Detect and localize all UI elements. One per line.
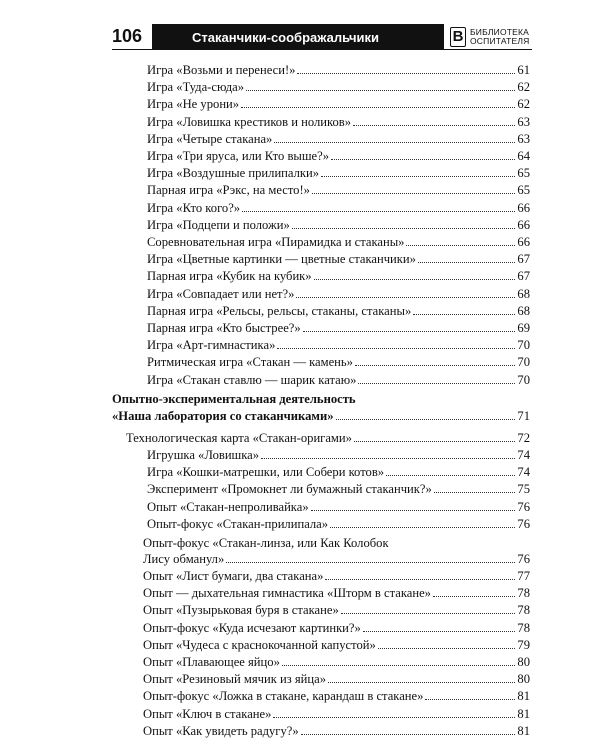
toc-entry-page: 77	[517, 569, 530, 583]
dot-leader	[296, 296, 515, 298]
dot-leader	[314, 278, 516, 280]
dot-leader	[226, 561, 515, 563]
toc-entry[interactable]	[143, 707, 530, 723]
toc-entry[interactable]	[143, 638, 530, 654]
dot-leader	[273, 716, 515, 718]
toc-entry-page: 72	[517, 431, 530, 445]
toc-entry-page: 61	[517, 63, 530, 77]
toc-entry-page: 68	[517, 303, 530, 318]
toc-entry-title: Опыт-фокус «Ложка в стакане, карандаш в стакане»	[143, 689, 424, 704]
toc-entry[interactable]	[147, 97, 530, 113]
page-header	[112, 24, 532, 50]
dot-leader	[358, 382, 515, 384]
toc-entry-title: Опыт «Пузырьковая буря в стакане»	[143, 603, 339, 618]
toc-entry[interactable]	[143, 672, 530, 688]
toc-entry-title: Опыт — дыхательная гимнастика «Шторм в стакане»	[143, 586, 431, 601]
toc-entry[interactable]	[126, 431, 530, 447]
toc-entry[interactable]	[147, 132, 530, 148]
toc-entry-title: Игра «Кто кого?»	[147, 200, 241, 215]
toc-entry-page: 78	[517, 620, 530, 635]
dot-leader	[353, 124, 515, 126]
toc-entry[interactable]	[147, 166, 530, 182]
toc-entry-title: Игрушка «Ловишка»	[147, 448, 260, 462]
toc-entry[interactable]	[147, 80, 530, 96]
toc-entry-title: Парная игра «Кубик на кубик»	[147, 269, 312, 284]
toc-entry[interactable]	[143, 586, 530, 602]
toc-entry[interactable]	[143, 621, 530, 637]
toc-entry-title: Парная игра «Кто быстрее?»	[147, 321, 301, 335]
logo-line-1: БИБЛИОТЕКА	[470, 26, 530, 37]
dot-leader	[303, 330, 516, 332]
toc-entry-title: Опыт-фокус «Куда исчезают картинки?»	[143, 620, 361, 635]
toc-entry-page: 69	[517, 321, 530, 335]
toc-entry-page: 81	[517, 706, 530, 721]
dot-leader	[418, 261, 515, 263]
toc-entry-page: 70	[517, 338, 530, 353]
toc-entry-title: Опыт «Чудеса с краснокочанной капустой»	[143, 637, 376, 652]
toc-entry-title: Игра «Совпадает или нет?»	[147, 286, 295, 301]
dot-leader	[328, 681, 515, 683]
toc-entry-page: 62	[517, 80, 530, 95]
toc-entry-title: Технологическая карта «Стакан-оригами»	[126, 431, 352, 445]
running-title: Стаканчики-соображальчики	[152, 24, 444, 50]
toc-entry-page: 71	[517, 409, 530, 423]
dot-leader	[241, 106, 515, 108]
toc-entry-page: 63	[517, 131, 530, 146]
toc-entry-title: Игра «Возьми и перенеси!»	[147, 63, 296, 77]
toc-entry-page: 70	[517, 355, 530, 370]
toc-entry-page: 68	[517, 286, 530, 301]
page-number: 106	[112, 24, 152, 50]
toc-entry-title: Игра «Кошки-матрешки, или Собери котов»	[147, 465, 385, 480]
series-logo	[444, 24, 532, 50]
toc-entry-title-line-2: Лису обманул»	[143, 552, 225, 566]
toc-entry-page: 67	[517, 269, 530, 284]
toc-entry[interactable]	[147, 448, 530, 464]
dot-leader	[330, 526, 515, 528]
toc-entry[interactable]	[147, 500, 530, 516]
toc-entry-page: 66	[517, 200, 530, 215]
toc-entry-title: Игра «Стакан ставлю — шарик катаю»	[147, 372, 357, 387]
toc-entry-page: 74	[517, 465, 530, 480]
toc-entry[interactable]	[143, 655, 530, 671]
toc-entry-page: 80	[517, 672, 530, 687]
toc-entry[interactable]	[147, 373, 530, 389]
dot-leader	[354, 440, 515, 442]
toc-entry-page: 78	[517, 586, 530, 601]
toc-entry-page: 66	[517, 235, 530, 249]
toc-entry[interactable]	[147, 482, 530, 498]
toc-entry-title: Игра «Три яруса, или Кто выше?»	[147, 149, 330, 163]
logo-line-2: ОСПИТАТЕЛЯ	[470, 35, 530, 46]
dot-leader	[413, 313, 515, 315]
section-heading-entry[interactable]	[112, 409, 530, 425]
dot-leader	[242, 210, 515, 212]
toc-entry-page: 65	[517, 166, 530, 181]
dot-leader	[246, 89, 515, 91]
toc-entry-page: 76	[517, 516, 530, 531]
dot-leader	[406, 244, 515, 246]
toc-entry-title: Игра «Туда-сюда»	[147, 80, 245, 95]
toc-entry-page: 79	[517, 637, 530, 652]
toc-entry[interactable]	[147, 218, 530, 234]
toc-entry-page: 76	[517, 552, 530, 566]
toc-entry[interactable]	[147, 517, 530, 533]
toc-entry-title: Опыт «Резиновый мячик из яйца»	[143, 672, 326, 687]
toc-entry-title: Игра «Арт-гимнастика»	[147, 338, 276, 353]
toc-entry-page: 66	[517, 217, 530, 232]
logo-text	[470, 28, 529, 46]
toc-entry-page: 81	[517, 723, 530, 738]
dot-leader	[312, 192, 515, 194]
toc-entry-title: Игра «Ловишка крестиков и ноликов»	[147, 114, 351, 129]
toc-entry-page: 76	[517, 499, 530, 514]
dot-leader	[433, 595, 515, 597]
toc-entry-title: Игра «Не урони»	[147, 97, 240, 112]
toc-entry-page: 80	[517, 655, 530, 669]
toc-entry[interactable]	[147, 304, 530, 320]
toc-entry-title: Эксперимент «Промокнет ли бумажный стаканчик?»	[147, 482, 432, 497]
toc-entry[interactable]	[143, 724, 530, 740]
toc-entry[interactable]	[147, 149, 530, 165]
toc-entry-title-line-1: Опыт-фокус «Стакан-линза, или Как Колобок	[143, 536, 389, 550]
dot-leader	[274, 141, 515, 143]
toc-entry-page: 65	[517, 183, 530, 198]
toc-entry[interactable]	[143, 689, 530, 705]
dot-leader	[336, 418, 516, 420]
dot-leader	[311, 509, 516, 511]
toc-entry-title: Опыт «Стакан-непроливайка»	[147, 499, 309, 514]
toc-entry-title: Парная игра «Рельсы, рельсы, стаканы, стаканы»	[147, 303, 412, 318]
dot-leader	[277, 347, 515, 349]
toc-entry[interactable]	[147, 287, 530, 303]
toc-entry[interactable]	[143, 552, 530, 568]
dot-leader	[378, 647, 516, 649]
toc-entry-page: 74	[517, 448, 530, 462]
dot-leader	[261, 457, 515, 459]
toc-entry[interactable]	[143, 569, 530, 585]
toc-entry-page: 81	[517, 689, 530, 704]
toc-entry-title: Опыт «Лист бумаги, два стакана»	[143, 569, 324, 583]
logo-letter: В	[450, 27, 466, 47]
dot-leader	[292, 227, 516, 229]
toc-entry-title: Опыт «Как увидеть радугу?»	[143, 723, 299, 738]
toc-entry-page: 63	[517, 114, 530, 129]
toc-entry-page: 64	[517, 149, 530, 163]
toc-entry-title: Игра «Воздушные прилипалки»	[147, 166, 320, 181]
toc-entry[interactable]	[147, 183, 530, 199]
toc-entry[interactable]	[147, 63, 530, 79]
toc-entry[interactable]	[147, 201, 530, 217]
toc-entry[interactable]	[147, 355, 530, 371]
dot-leader	[321, 175, 515, 177]
dot-leader	[297, 72, 515, 74]
toc-entry-page: 78	[517, 603, 530, 618]
toc-entry[interactable]	[147, 269, 530, 285]
toc-entry-title: Игра «Цветные картинки — цветные стаканчики»	[147, 252, 416, 267]
toc-entry[interactable]	[147, 465, 530, 481]
toc-entry[interactable]	[147, 252, 530, 268]
dot-leader	[363, 630, 516, 632]
dot-leader	[325, 578, 515, 580]
dot-leader	[331, 158, 515, 160]
dot-leader	[282, 664, 516, 666]
toc-entry[interactable]	[147, 115, 530, 131]
toc-entry-title: Опыт-фокус «Стакан-прилипала»	[147, 516, 329, 531]
toc-entry-page: 75	[517, 482, 530, 497]
toc-entry-title: Ритмическая игра «Стакан — камень»	[147, 355, 353, 370]
toc-entry-title: Соревновательная игра «Пирамидка и стаканы»	[147, 235, 405, 249]
toc-entry[interactable]	[147, 235, 530, 251]
toc-entry-title: Игра «Подцепи и положи»	[147, 217, 290, 232]
toc-entry[interactable]	[143, 603, 530, 619]
dot-leader	[341, 612, 516, 614]
toc-entry-page: 70	[517, 372, 530, 387]
toc-entry-title: Опыт «Ключ в стакане»	[143, 706, 272, 721]
toc-entry-title: Опыт «Плавающее яйцо»	[143, 655, 280, 669]
toc-entry-page: 62	[517, 97, 530, 112]
dot-leader	[355, 364, 515, 366]
dot-leader	[386, 474, 515, 476]
toc-entry[interactable]	[147, 321, 530, 337]
toc-entry-title: Игра «Четыре стакана»	[147, 131, 273, 146]
dot-leader	[301, 733, 516, 735]
dot-leader	[434, 491, 516, 493]
toc-entry[interactable]	[147, 338, 530, 354]
toc-entry-title: Парная игра «Рэкс, на место!»	[147, 183, 310, 198]
section-heading-line-1: Опытно-экспериментальная деятельность	[112, 392, 356, 406]
dot-leader	[425, 698, 515, 700]
section-heading-line-2: «Наша лаборатория со стаканчиками»	[112, 409, 334, 423]
toc-entry-page: 67	[517, 252, 530, 267]
